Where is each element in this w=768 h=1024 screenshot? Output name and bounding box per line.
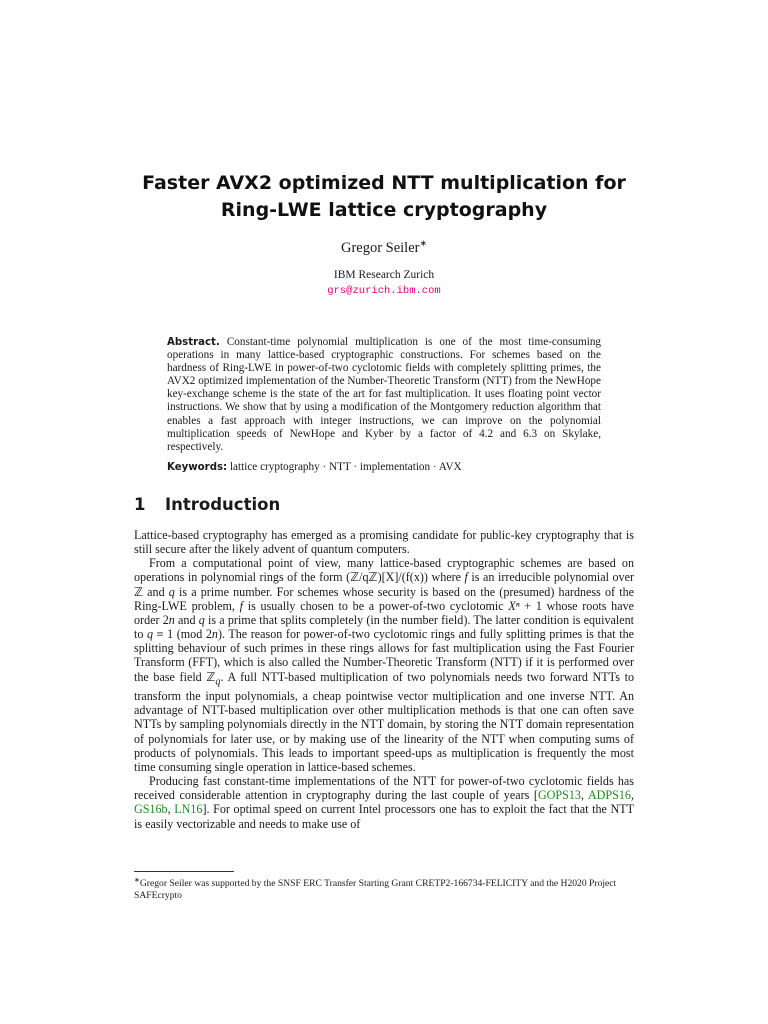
- citation-link[interactable]: GS16b: [134, 802, 168, 817]
- footnote: [134, 875, 634, 902]
- section-number: 1: [134, 495, 146, 514]
- citation-link[interactable]: LN16: [174, 802, 203, 817]
- paragraph-2: From a computational point of view, many lattice-based cryptographic schemes are based on operations in polynomial rings of the form (ℤ/qℤ)[X]/(f(x)) where f is an irreducible polynomial over ℤ and q is a prime number. For schemes whose security is based on the (presumed) hardness of the Ring-LWE problem, f is usually chosen to be a power-of-two cyclotomic Xⁿ + 1 whose roots have order 2n and q is a prime that splits completely (in the number field). The latter condition is equivalent to q ≡ 1 (mod 2n). The reason for power-of-two cyclotomic rings and fully splitting primes is that the splitting behaviour of such primes in these rings allows for fast multiplication using the Fast Fourier Transform (FFT), which is also called the Number-Theoretic Transform (NTT) if it is performed over the base field ℤ$_q$. A full NTT-based multiplication of two polynomials needs two forward NTTs to transform the input polynomials, a cheap pointwise vector multiplication and one inverse NTT. An advantage of NTT-based multiplication over other multiplication methods is that one can often save NTTs by sampling polynomials directly in the NTT domain, by storing the NTT domain representation of polynomials for later use, or by making use of the linearity of the NTT when computing sums of products of polynomials. This leads to important speed-ups as multiplication is frequently the most time consuming single operation in lattice-based schemes.: [134, 556, 635, 774]
- author-footnote-mark[interactable]: ∗: [419, 238, 428, 248]
- title-line-1: Faster AVX2 optimized NTT multiplication for: [142, 172, 626, 194]
- abstract-text: Constant-time polynomial multiplication is one of the most time-consuming operations in many lattice-based cryptographic constructions. For schemes based on the hardness of Ring-LWE in power-of-two cyclotomic fields with completely splitting primes, the AVX2 optimized implementation of the Number-Theoretic Transform (NTT) from the NewHope key-exchange scheme is the state of the art for fast multiplication. It uses floating point vector instructions. We show that by using a modification of the Montgomery reduction algorithm that enables a fast approach with integer instructions, we can improve on the polynomial multiplication speeds of NewHope and Kyber by a factor of 4.2 and 6.3 on Skylake, respectively.: [167, 336, 602, 453]
- section-title: Introduction: [165, 495, 281, 514]
- footnote-mark: ∗: [134, 876, 140, 884]
- abstract-label: Abstract.: [167, 337, 220, 348]
- citation-link[interactable]: ADPS16: [587, 788, 631, 803]
- keywords: [167, 461, 601, 473]
- abstract: [167, 336, 601, 454]
- author-email-link[interactable]: grs@zurich.ibm.com: [327, 285, 441, 297]
- paper-title: [100, 170, 668, 224]
- affiliation: IBM Research Zurich: [333, 269, 435, 281]
- footnote-text: Gregor Seiler was supported by the SNSF ERC Transfer Starting Grant CRETP2-166734-FELICITY and the H2020 Project SAFEcrypto: [134, 878, 617, 901]
- paragraph-1: Lattice-based cryptography has emerged as a promising candidate for public-key cryptography that is still secure after the likely advent of quantum computers.: [134, 528, 634, 557]
- author-text: Gregor Seiler: [340, 239, 420, 256]
- author-name: [0, 238, 768, 257]
- paragraph-3: Producing fast constant-time implementations of the NTT for power-of-two cyclotomic fields has received considerable attention in cryptography during the last couple of years [GOPS13, ADPS16, GS16b, LN16]. For optimal speed on current Intel processors one has to exploit the fact that the NTT is easily vectorizable and needs to make use of: [134, 774, 635, 831]
- section-heading: [134, 495, 280, 514]
- title-line-2: Ring-LWE lattice cryptography: [220, 199, 548, 221]
- citation-link[interactable]: GOPS13: [537, 788, 581, 803]
- body-text: [134, 528, 634, 831]
- keywords-label: Keywords:: [167, 462, 228, 473]
- footnote-rule: [134, 871, 234, 872]
- keywords-text: lattice cryptography · NTT · implementation · AVX: [229, 461, 462, 473]
